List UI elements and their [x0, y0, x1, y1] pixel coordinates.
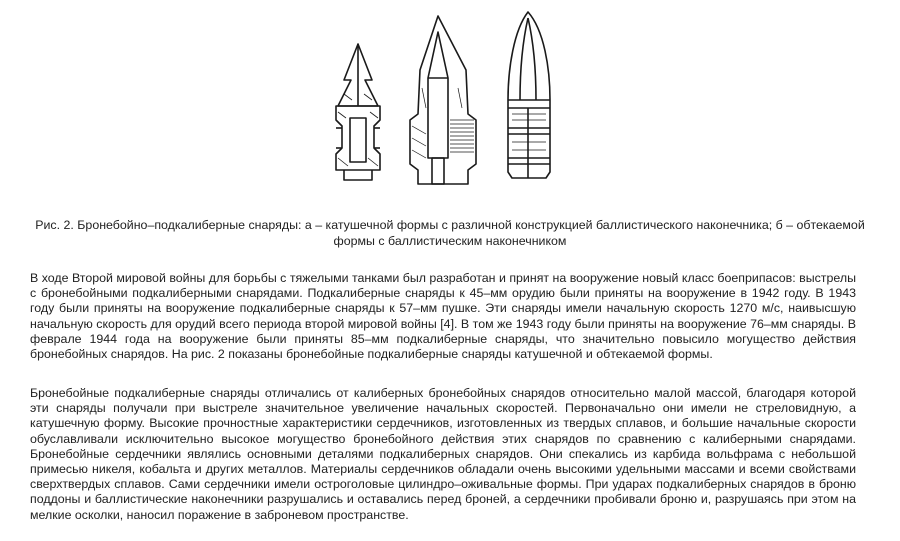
figure-caption: Рис. 2. Бронебойно–подкалиберные снаряды: а – катушечной формы с различной конструкцией баллистического наконечника; б – обтекаемой формы с баллистическим наконечником	[35, 218, 865, 248]
figure-shells-illustration	[318, 8, 568, 188]
shell-sectioned-2	[410, 16, 476, 184]
paragraph-1: В ходе Второй мировой войны для борьбы с тяжелыми танками был разработан и принят на вооружение новый класс боеприпасов: выстрелы с бронебойными подкалиберными снарядами. Подкалиберные снаряды к 45–мм орудию были приняты на вооружение в 1942 году. В 1943 году были приняты на вооружение подкалиберные снаряды к 57–мм пушке. Эти снаряды имели начальную скорость 1270 м/с, наивысшую начальную скорость для орудий всего периода второй мировой войны [4]. В том же 1943 году были приняты на вооружение 76–мм снаряды. В феврале 1944 года на вооружение были приняты 85–мм подкалиберные снаряды, что значительно повысило могущество действия бронебойных снарядов. На рис. 2 показаны бронебойные подкалиберные снаряды катушечной и обтекаемой формы.	[30, 271, 856, 362]
shell-streamlined-3	[508, 12, 550, 178]
shells-drawing	[318, 8, 568, 188]
paragraph-2: Бронебойные подкалиберные снаряды отличались от калиберных бронебойных снарядов относительно малой массой, благодаря которой эти снаряды получали при выстреле значительное увеличение начальных скоростей. Первоначально они имели не стреловидную, а катушечную форму. Высокие прочностные характеристики сердечников, изготовленных из твердых сплавов, и большие начальные скорости обуславливали исключительно высокое могущество бронебойного действия этих снарядов по сравнению с калиберными снарядами. Бронебойные сердечники являлись основными деталями подкалиберных снарядов. Они спекались из карбида вольфрама с небольшой примесью никеля, кобальта и других металлов. Материалы сердечников обладали очень высокими удельными массами и всеми свойствами сверхтвердых сплавов. Сами сердечники имели остроголовые цилиндро–оживальные формы. При ударах подкалиберных снарядов в броню поддоны и баллистические наконечники разрушались и оставались перед броней, а сердечники пробивали броню и, разрушаясь при этом на мелкие осколки, наносил поражение в заброневом пространстве.	[30, 386, 856, 522]
shell-spool-1	[336, 44, 380, 180]
